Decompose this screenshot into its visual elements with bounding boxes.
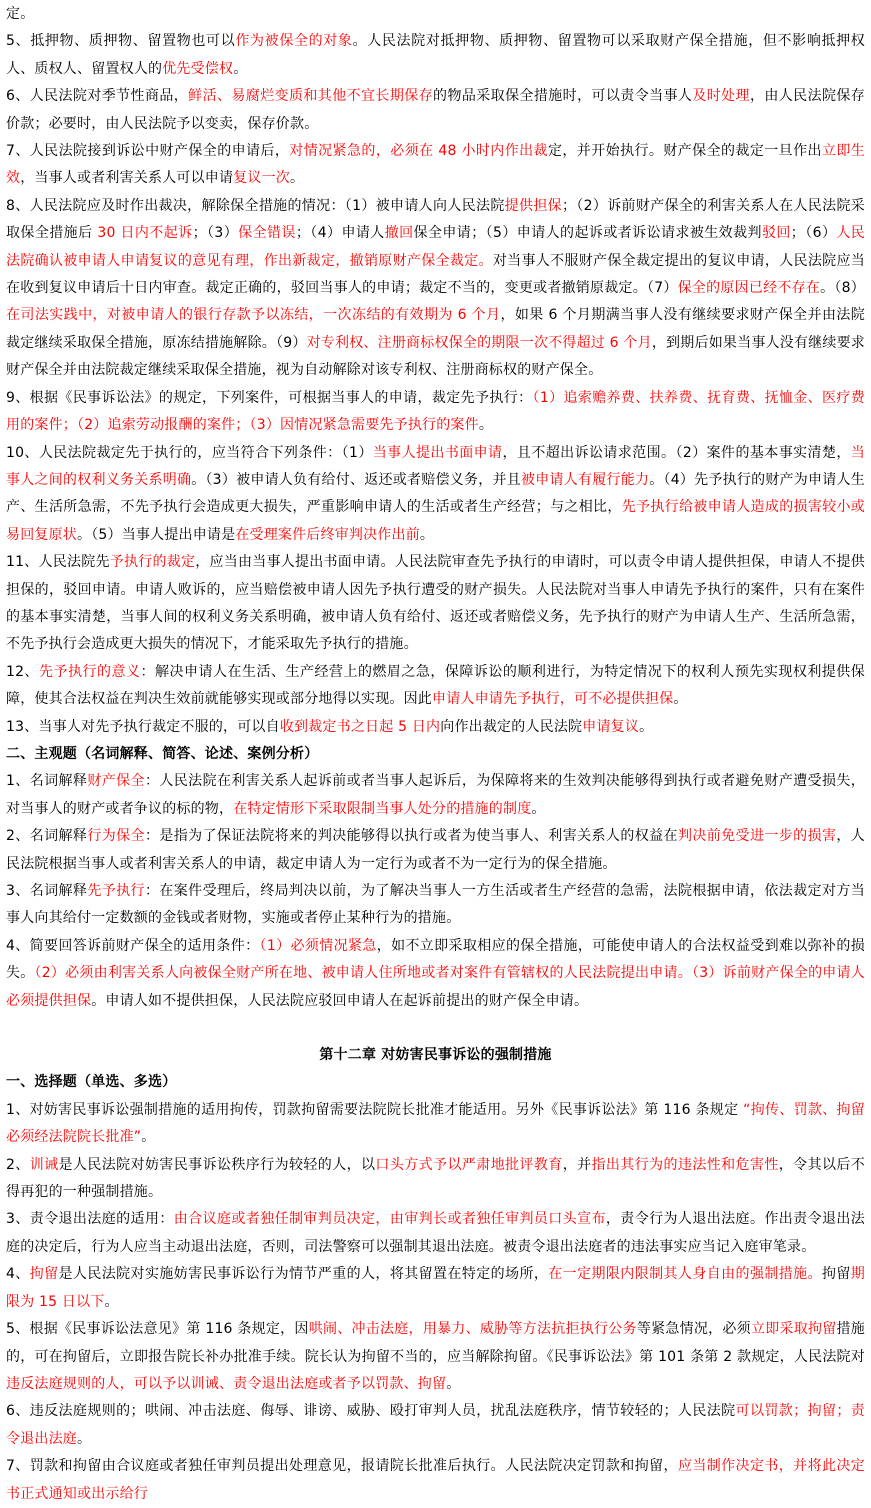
highlighted-text-run: 立即生效 — [6, 143, 865, 187]
text-run: 。 — [419, 526, 435, 543]
text-run: 的物品采取保全措施时，可以责令当事人 — [433, 88, 693, 105]
text-run: 。（5）当事人提出申请是 — [77, 526, 236, 543]
paragraph — [6, 1398, 865, 1453]
highlighted-text-run: 被申请人有履行能力 — [520, 471, 650, 488]
heading — [6, 1069, 865, 1096]
highlighted-text-run: 期限为 15 日以下 — [6, 1266, 865, 1310]
text-run: ，如果 6 个月期满当事人没有继续要求财产保全并由法院裁定继续采取保全措施，原冻结措施解除。（9） — [6, 307, 865, 351]
text-run: ；（6） — [790, 225, 837, 242]
text-run: ，且不超出诉讼请求范围。（2）案件的基本事实清楚， — [502, 444, 851, 461]
text-run: 8、人民法院应及时作出裁决，解除保全措施的情况：（1）被申请人向人民法院 — [6, 197, 505, 214]
paragraph — [6, 549, 865, 659]
highlighted-text-run: 及时处理 — [692, 88, 750, 105]
paragraph — [6, 28, 865, 83]
text-run: 2、 — [6, 1156, 30, 1173]
text-run: 。 — [141, 1129, 156, 1146]
text-run: 等紧急情况，必须 — [636, 1321, 751, 1338]
text-run: ，如不立即采取相应的保全措施，可能使申请人的合法权益受到难以弥补的损失。 — [6, 937, 865, 982]
paragraph — [6, 878, 865, 933]
text-run: 6、人民法院对季节性商品， — [6, 88, 189, 105]
text-run: ，由人民法院保存价款；必要时，由人民法院予以变卖，保存价款。 — [6, 88, 865, 132]
text-run: ，当事人或者利害关系人可以申请 — [20, 170, 234, 187]
highlighted-text-run: 违反法庭规则的人，可以予以训诫、责令退出法庭或者予以罚款、拘留 — [6, 1375, 447, 1392]
paragraph — [6, 823, 865, 878]
text-run: 向作出裁定的人民法院 — [440, 718, 583, 735]
highlighted-text-run: 在受理案件后终审判决作出前 — [235, 526, 420, 543]
text-run: 2、名词解释 — [6, 828, 88, 845]
text-run: 5、根据《民事诉讼法意见》第 116 条规定，因 — [6, 1321, 309, 1338]
paragraph — [6, 714, 865, 741]
highlighted-text-run: 行为保全 — [87, 828, 145, 845]
highlighted-text-run: 哄闹、冲击法庭，用暴力、威胁等方法抗拒执行公务 — [308, 1321, 637, 1338]
highlighted-text-run: 财产保全 — [87, 773, 145, 790]
highlighted-text-run: 驳回 — [761, 225, 791, 242]
text-run: ：在案件受理后，终局判决以前，为了解决当事人一方生活或者生产经营的急需，法院根据申请，依法裁定对方当事人向其给付一定数额的金钱或者财物，实施或者停止某种行为的措施。 — [6, 883, 865, 927]
highlighted-text-run: 对情况紧急的，必须在 48 小时内作出裁 — [289, 143, 548, 160]
highlighted-text-run: 拘留 — [29, 1266, 59, 1283]
paragraph — [6, 138, 865, 193]
heading — [6, 741, 865, 768]
text-run: ，责令行为人退出法庭。作出责令退出法庭的决定后，行为人应当主动退出法庭，否则，司法警察可以强制其退出法庭。被责令退出法庭者的违法事实应当记入庭审笔录。 — [6, 1211, 865, 1255]
text-run: ：是指为了保证法院将来的判决能够得以执行或者为使当事人、利害关系人的权益在 — [144, 828, 678, 845]
text-run: 。 — [446, 1375, 461, 1392]
highlighted-text-run: 可以罚款；拘留；责令退出法庭 — [6, 1403, 865, 1447]
text-run: 4、 — [6, 1266, 30, 1283]
text-run: ；（2）诉前财产保全的利害关系人在人民法院采取保全措施后 — [6, 197, 865, 242]
highlighted-text-run: 由合议庭或者独任制审判员决定，由审判长或者独任审判员口头宣布 — [173, 1211, 606, 1228]
text-run: 4、简要回答诉前财产保全的适用条件： — [6, 937, 260, 954]
text-run: 。（8） — [820, 280, 865, 297]
highlighted-text-run: 训诫 — [29, 1156, 59, 1173]
highlighted-text-run: “拘传、罚款、拘留必须经法院院长批准” — [6, 1101, 865, 1146]
paragraph — [6, 1152, 865, 1207]
text-run: 6、违反法庭规则的；哄闹、冲击法庭、侮辱、诽谤、威胁、殴打审判人员，扰乱法庭秩序，情节较轻的；人民法院 — [6, 1403, 736, 1420]
text-run: ，令其以后不得再犯的一种强制措施。 — [6, 1156, 865, 1201]
paragraph — [6, 1206, 865, 1261]
paragraph — [6, 1097, 865, 1152]
highlighted-text-run: 保全的原因已经不存在 — [677, 280, 821, 297]
highlighted-text-run: （1）追索赡养费、扶养费、抚育费、抚恤金、医疗费用的案件；（2）追索劳动报酬的案件；（3）因情况紧急需要先予执行的案件 — [6, 389, 865, 434]
text-run: 。 — [77, 1430, 92, 1447]
text-run: 11、人民法院先 — [6, 554, 110, 571]
paragraph — [6, 768, 865, 823]
text-run: 是人民法院对妨害民事诉讼秩序行为较轻的人，以 — [58, 1156, 376, 1173]
text-run: 第十二章 对妨害民事诉讼的强制措施 — [319, 1047, 552, 1064]
text-run: 12、 — [6, 663, 40, 680]
text-run: ，并 — [562, 1156, 592, 1173]
text-run: 。 — [233, 60, 248, 77]
highlighted-text-run: 当事人提出书面申请 — [372, 444, 503, 461]
highlighted-text-run: 申请人申请先予执行，可不必提供担保 — [432, 691, 674, 708]
highlighted-text-run: 提供担保 — [504, 197, 562, 214]
highlighted-text-run: 保全错误 — [238, 225, 296, 242]
text-run: 9、根据《民事诉讼法》的规定，下列案件，可根据当事人的申请，裁定先予执行： — [6, 389, 533, 406]
text-run: 。 — [104, 1293, 119, 1310]
paragraph — [6, 659, 865, 714]
text-run: 3、责令退出法庭的适用： — [6, 1211, 174, 1228]
highlighted-text-run: 指出其行为的违法性和危害性 — [591, 1156, 779, 1173]
highlighted-text-run: 先予执行的意义 — [39, 663, 141, 680]
text-run: 保全申请；（5）申请人的起诉或者诉讼请求被生效裁判 — [413, 225, 762, 242]
text-run: 10、人民法院裁定先于执行的，应当符合下列条件：（1） — [6, 444, 373, 461]
text-run: ：解决申请人在生活、生产经营上的燃眉之急，保障诉讼的顺利进行，为特定情况下的权利人预先实现权利提供保障，使其合法权益在判决生效前就能够实现或部分地得以实现。因此 — [6, 663, 866, 708]
paragraph — [6, 1316, 865, 1398]
highlighted-text-run: 收到裁定书之日起 5 日内 — [279, 718, 441, 735]
text-run: 定。 — [6, 6, 35, 22]
text-run: 措施的，可在拘留后，立即报告院长补办批准手续。院长认为拘留不当的，应当解除拘留。《民事诉讼法》第 101 条第 2 款规定，人民法院对 — [6, 1321, 865, 1365]
text-run: 定，并开始执行。财产保全的裁定一旦作出 — [547, 143, 822, 160]
highlighted-text-run: 人民法院确认被申请人申请复议的意见有理，作出新裁定，撤销原财产保全裁定。 — [6, 225, 865, 269]
highlighted-text-run: 先予执行 — [87, 883, 145, 899]
paragraph — [6, 1, 865, 28]
text-run: 是人民法院对实施妨害民事诉讼行为情节严重的人，将其留置在特定的场所， — [58, 1266, 549, 1283]
text-run: 。申请人如不提供担保，人民法院应驳回申请人在起诉前提出的财产保全申请。 — [91, 992, 589, 1009]
chapter-heading — [6, 1042, 865, 1069]
text-run: ，应当由当事人提出书面申请。人民法院审查先予执行的申请时，可以责令申请人提供担保，申请人不提供担保的，驳回申请。申请人败诉的，应当赔偿被申请人因先予执行遭受的财产损失。人民法院对当事人申请先予执行的案件，只有在案件的基本事实清楚，当事人间的权利义务关系明确，被申请人负有给付、返还或者赔偿义务，先予执行的财产为申请人生产、生活所急需，不先予执行会造成更大损失的情况下，才能采取先予执行的措施。 — [6, 554, 866, 653]
text-run: 。 — [639, 718, 654, 735]
highlighted-text-run: 在司法实践中，对被申请人的银行存款予以冻结，一次冻结的有效期为 6 个月 — [6, 307, 501, 324]
text-run: 1、对妨害民事诉讼强制措施的适用拘传，罚款拘留需要法院院长批准才能适用。另外《民事诉讼法》第 116 条规定 — [6, 1101, 744, 1118]
highlighted-text-run: 应当制作决定书，并将此决定书正式通知或出示给行 — [6, 1458, 865, 1502]
text-run: ：人民法院在利害关系人起诉前或者当事人起诉后，为保障将来的生效判决能够得到执行或者避免财产遭受损失，对当事人的财产或者争议的标的物， — [6, 773, 865, 817]
text-run: 5、抵押物、质押物、留置物也可以 — [6, 33, 236, 50]
highlighted-text-run: 当事人之间的权利义务关系明确 — [6, 444, 865, 488]
text-run: 。 — [478, 417, 494, 434]
paragraph — [6, 1453, 865, 1508]
text-run: ；（4）申请人 — [295, 225, 385, 242]
paragraph — [6, 385, 865, 440]
highlighted-text-run: 30 日内不起诉 — [97, 225, 193, 242]
highlighted-text-run: 口头方式予以严肃地批评教育 — [375, 1156, 563, 1173]
text-run: 对当事人不服财产保全裁定提出的复议申请，人民法院应当在收到复议申请后十日内审查。裁定正确的，驳回当事人的申请；裁定不当的，变更或者撤销原裁定。（7） — [6, 252, 865, 297]
text-run: 1、名词解释 — [6, 773, 88, 790]
paragraph — [6, 1261, 865, 1316]
highlighted-text-run: 立即采取拘留 — [750, 1321, 837, 1338]
paragraph — [6, 933, 865, 1015]
text-run: 3、名词解释 — [6, 883, 88, 899]
text-run: 。（3）被申请人负有给付、返还或者赔偿义务，并且 — [191, 471, 521, 488]
paragraph — [6, 440, 865, 550]
text-run: 拘留 — [821, 1266, 851, 1283]
paragraph — [6, 193, 865, 385]
text-run: 二、主观题（名词解释、简答、论述、案例分析） — [6, 745, 319, 762]
highlighted-text-run: （2）必须由利害关系人向被保全财产所在地、被申请人住所地或者对案件有管辖权的人民法院提出申请。（3）诉前财产保全的申请人必须提供担保 — [6, 965, 866, 1009]
text-run: 。 — [673, 691, 688, 708]
highlighted-text-run: 予执行的裁定 — [109, 554, 196, 571]
highlighted-text-run: 优先受偿权 — [162, 60, 234, 77]
text-run: 。 — [290, 170, 305, 187]
text-run: 。（4）先予执行的财产为申请人生产、生活所急需，不先予执行会造成更大损失，严重影响申请人的生活或者生产经营；与之相比， — [6, 471, 865, 516]
text-run: ，到期后如果当事人没有继续要求财产保全并由法院裁定继续采取保全措施，视为自动解除对该专利权、注册商标权的财产保全。 — [6, 334, 865, 379]
highlighted-text-run: 在一定期限内限制其人身自由的强制措施。 — [548, 1266, 822, 1283]
text-run: ，人民法院根据当事人或者利害关系人的申请，裁定申请人为一定行为或者不为一定行为的保全措施。 — [6, 828, 865, 872]
highlighted-text-run: 在特定情形下采取限制当事人处分的措施的制度 — [233, 800, 532, 817]
text-run: 7、人民法院接到诉讼中财产保全的申请后， — [6, 143, 290, 160]
highlighted-text-run: （1）必须情况紧急 — [259, 937, 377, 954]
highlighted-text-run: 对专利权、注册商标权保全的期限一次不得超过 6 个月 — [306, 334, 652, 351]
highlighted-text-run: 撤回 — [384, 225, 414, 242]
paragraph — [6, 83, 865, 138]
text-run: ；（3） — [192, 225, 239, 242]
text-run: 一、选择题（单选、多选） — [6, 1074, 177, 1091]
highlighted-text-run: 先予执行给被申请人造成的损害较小或易回复原状 — [6, 499, 865, 543]
highlighted-text-run: 判决前免受进一步的损害 — [677, 828, 837, 845]
text-run: 7、罚款和拘留由合议庭或者独任审判员提出处理意见，报请院长批准后执行。人民法院决定罚款和拘留， — [6, 1458, 678, 1475]
text-run: 。人民法院对抵押物、质押物、留置物可以采取财产保全措施，但不影响抵押权人、质权人、留置权人的 — [6, 33, 865, 77]
highlighted-text-run: 申请复议 — [582, 718, 640, 735]
highlighted-text-run: 鲜活、易腐烂变质和其他不宜长期保存 — [188, 88, 434, 105]
highlighted-text-run: 复议一次 — [233, 170, 291, 187]
highlighted-text-run: 作为被保全的对象 — [235, 33, 353, 50]
text-run: 13、当事人对先予执行裁定不服的，可以自 — [6, 718, 280, 735]
text-run: 。 — [531, 800, 546, 817]
